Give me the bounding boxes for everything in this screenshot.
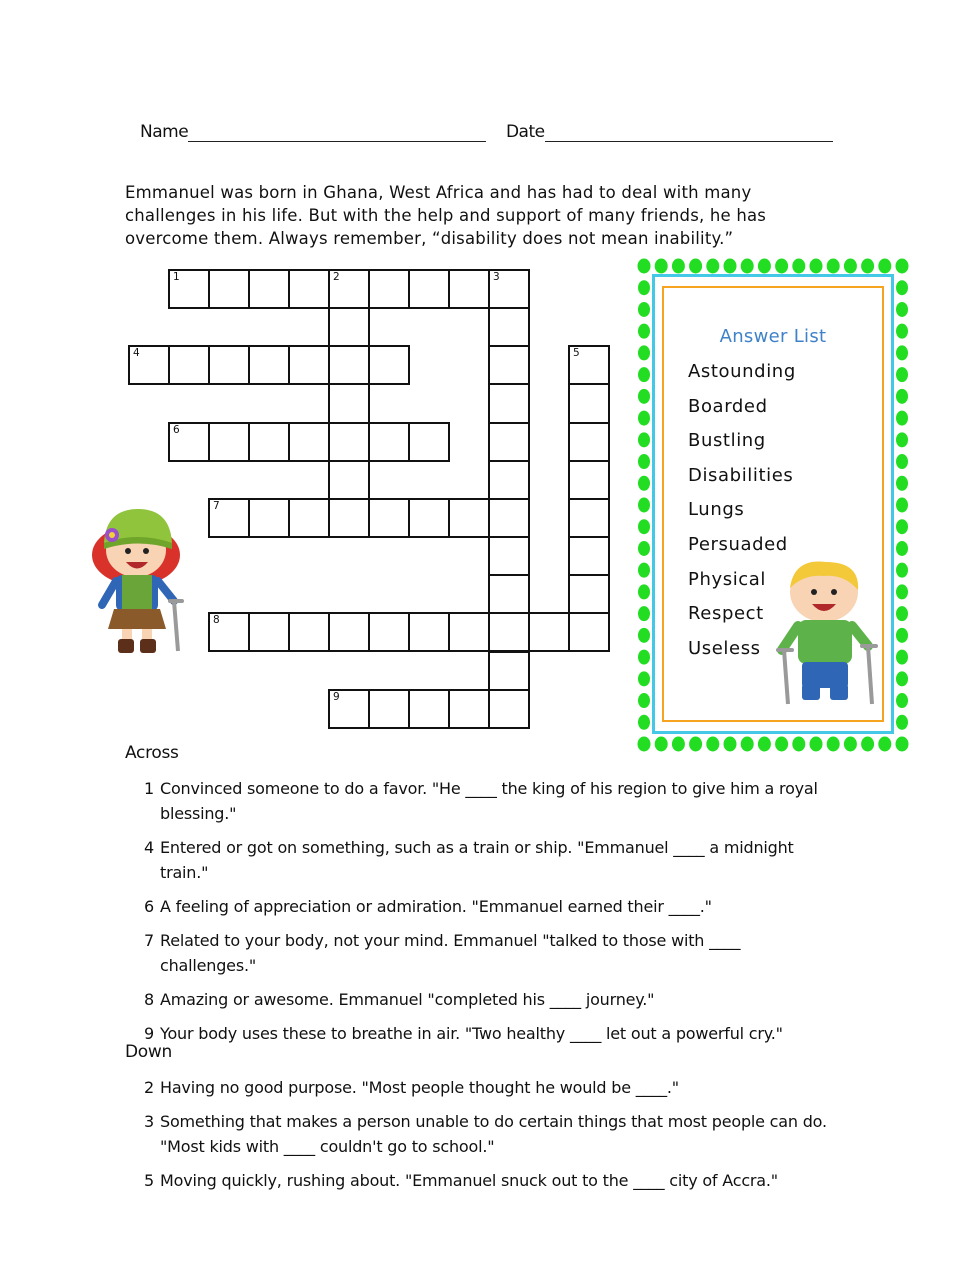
green-dot: [775, 259, 788, 274]
green-dot: [758, 259, 771, 274]
green-dot: [896, 411, 908, 426]
clue-number: 3: [144, 1112, 154, 1131]
crossword-cell[interactable]: [328, 689, 370, 729]
clue-text: Related to your body, not your mind. Emmanuel "talked to those with ____ challenges.": [160, 931, 741, 975]
crossword-cell[interactable]: [368, 422, 410, 462]
crossword-cell[interactable]: [488, 345, 530, 385]
crossword-cell[interactable]: [488, 536, 530, 576]
boy-illustration: [774, 558, 884, 708]
green-dot: [792, 259, 805, 274]
across-clue: [140, 1021, 840, 1046]
crossword-cell[interactable]: [168, 422, 210, 462]
clue-number: 1: [144, 779, 154, 798]
crossword-cell[interactable]: [168, 269, 210, 309]
green-dot: [638, 389, 650, 404]
crossword-cell[interactable]: [208, 498, 250, 538]
green-dot: [896, 389, 908, 404]
clue-number: 3: [493, 271, 500, 283]
crossword-cell[interactable]: [568, 383, 610, 423]
date-blank[interactable]: [545, 123, 833, 142]
crossword-cell[interactable]: [328, 269, 370, 309]
clue-text: A feeling of appreciation or admiration. "Emmanuel earned their ____.": [160, 897, 712, 916]
crossword-cell[interactable]: [368, 269, 410, 309]
name-label: Name: [140, 122, 189, 142]
green-dot: [896, 628, 908, 643]
crossword-cell[interactable]: [288, 345, 330, 385]
green-dot: [724, 737, 737, 752]
green-dot: [896, 432, 908, 447]
clue-text: Moving quickly, rushing about. "Emmanuel snuck out to the ____ city of Accra.": [160, 1171, 778, 1190]
green-dot: [638, 693, 650, 708]
green-dot: [861, 259, 874, 274]
answer-word: Physical: [688, 568, 767, 590]
clue-number: 8: [144, 990, 154, 1009]
crossword-cell[interactable]: [408, 498, 450, 538]
green-dot: [638, 606, 650, 621]
crossword-cell[interactable]: [328, 460, 370, 500]
green-dot: [792, 737, 805, 752]
clue-number: 4: [144, 838, 154, 857]
crossword-cell[interactable]: [208, 612, 250, 652]
green-dot: [878, 737, 891, 752]
green-dot: [638, 671, 650, 686]
green-dot: [896, 671, 908, 686]
green-dot: [689, 259, 702, 274]
green-dot: [655, 737, 668, 752]
green-dot: [638, 737, 651, 752]
green-dot: [896, 498, 908, 513]
green-dot: [758, 737, 771, 752]
green-dot: [638, 628, 650, 643]
green-dot: [896, 737, 909, 752]
green-dot: [638, 715, 650, 730]
clue-text: Having no good purpose. "Most people thought he would be ____.": [160, 1078, 679, 1097]
answer-word: Persuaded: [688, 533, 788, 555]
clue-text: Amazing or awesome. Emmanuel "completed his ____ journey.": [160, 990, 655, 1009]
green-dot: [638, 563, 650, 578]
green-dot: [844, 737, 857, 752]
crossword-cell[interactable]: [248, 612, 290, 652]
green-dot: [672, 259, 685, 274]
green-dot: [896, 715, 908, 730]
crossword-cell[interactable]: [568, 422, 610, 462]
green-dot: [827, 737, 840, 752]
green-dot: [638, 476, 650, 491]
clue-number: 4: [133, 347, 140, 360]
crossword-cell[interactable]: [488, 651, 530, 691]
down-title: Down: [125, 1042, 172, 1062]
green-dot: [844, 259, 857, 274]
green-dot: [896, 563, 908, 578]
crossword-cell[interactable]: [568, 612, 610, 652]
crossword-cell[interactable]: [488, 269, 530, 309]
green-dot: [810, 259, 823, 274]
girl-illustration: [84, 505, 192, 657]
clue-text: Something that makes a person unable to do certain things that most people can do. "Most kids with ____ couldn't go to school.": [160, 1112, 827, 1156]
crossword-cell[interactable]: [528, 612, 570, 652]
green-dot: [827, 259, 840, 274]
crossword-cell[interactable]: [208, 345, 250, 385]
answer-word: Disabilities: [688, 464, 794, 486]
green-dot: [861, 737, 874, 752]
crossword-cell[interactable]: [408, 689, 450, 729]
clue-number: 2: [333, 271, 340, 283]
green-dot: [638, 367, 650, 382]
green-dot: [638, 302, 650, 317]
answer-word: Respect: [688, 603, 764, 625]
green-dot: [896, 519, 908, 534]
green-dot: [896, 454, 908, 469]
green-dot: [655, 259, 668, 274]
down-clue: [140, 1075, 840, 1100]
crossword-cell[interactable]: [448, 612, 490, 652]
clue-number: 7: [213, 499, 220, 512]
green-dot: [638, 259, 651, 274]
down-clue: [140, 1168, 840, 1193]
crossword-cell[interactable]: [448, 498, 490, 538]
green-dot: [638, 584, 650, 599]
crossword-cell[interactable]: [168, 345, 210, 385]
green-dot: [878, 259, 891, 274]
crossword-cell[interactable]: [248, 422, 290, 462]
crossword-cell[interactable]: [368, 498, 410, 538]
green-dot: [896, 606, 908, 621]
green-dot: [896, 345, 908, 360]
clue-number: 5: [144, 1171, 154, 1190]
crossword-cell[interactable]: [328, 383, 370, 423]
green-dot: [638, 519, 650, 534]
crossword-cell[interactable]: [568, 460, 610, 500]
name-blank[interactable]: [188, 123, 486, 142]
green-dot: [741, 737, 754, 752]
down-clue: [140, 1109, 840, 1159]
clue-number: 6: [173, 423, 180, 436]
green-dot: [896, 367, 908, 382]
crossword-cell[interactable]: [328, 612, 370, 652]
across-clue: [140, 776, 840, 826]
crossword-cell[interactable]: [248, 269, 290, 309]
crossword-cell[interactable]: [488, 460, 530, 500]
green-dot: [896, 476, 908, 491]
crossword-cell[interactable]: [448, 689, 490, 729]
clue-number: 7: [144, 931, 154, 950]
crossword-cell[interactable]: [288, 498, 330, 538]
answer-list-title: Answer List: [719, 326, 827, 347]
green-dot: [638, 432, 650, 447]
green-dot: [896, 541, 908, 556]
green-dot: [896, 693, 908, 708]
intro-paragraph: Emmanuel was born in Ghana, West Africa and has had to deal with many challenges in his life. But with the help and support of many friends, he has overcome them. Always remember, “disability does not mean inability.”: [125, 183, 767, 248]
clue-number: 8: [213, 614, 220, 627]
answer-word: Bustling: [688, 430, 766, 452]
crossword-cell[interactable]: [128, 345, 170, 385]
crossword-cell[interactable]: [368, 689, 410, 729]
green-dot: [775, 737, 788, 752]
answer-word: Useless: [688, 637, 761, 659]
clue-number: 9: [333, 690, 340, 703]
crossword-cell[interactable]: [568, 574, 610, 614]
crossword-cell[interactable]: [568, 345, 610, 385]
date-label: Date: [505, 122, 545, 142]
crossword-cell[interactable]: [488, 612, 530, 652]
across-clue: [140, 987, 840, 1012]
clue-number: 1: [173, 271, 180, 283]
answer-list-box: [636, 258, 910, 752]
crossword-cell[interactable]: [248, 345, 290, 385]
crossword-cell[interactable]: [288, 612, 330, 652]
green-dot: [741, 259, 754, 274]
green-dot: [638, 280, 650, 295]
green-dot: [638, 650, 650, 665]
crossword-cell[interactable]: [208, 422, 250, 462]
across-clue: [140, 928, 840, 978]
green-dot: [638, 454, 650, 469]
crossword-cell[interactable]: [488, 574, 530, 614]
across-title: Across: [125, 743, 179, 763]
answer-word: Lungs: [688, 499, 745, 521]
name-date-header: [140, 122, 833, 142]
green-dot: [638, 541, 650, 556]
crossword-cell[interactable]: [568, 498, 610, 538]
crossword-cell[interactable]: [408, 422, 450, 462]
crossword-cell[interactable]: [488, 422, 530, 462]
crossword-cell[interactable]: [448, 269, 490, 309]
green-dot: [896, 280, 908, 295]
green-dot: [896, 584, 908, 599]
clue-number: 5: [573, 347, 580, 360]
crossword-cell[interactable]: [488, 689, 530, 729]
clue-text: Your body uses these to breathe in air. "Two healthy ____ let out a powerful cry.": [160, 1024, 783, 1043]
crossword-cell[interactable]: [568, 536, 610, 576]
clue-number: 2: [144, 1078, 154, 1097]
green-dot: [638, 345, 650, 360]
crossword-cell[interactable]: [408, 269, 450, 309]
answer-word: Astounding: [688, 361, 796, 382]
crossword-cell[interactable]: [288, 422, 330, 462]
clue-text: Entered or got on something, such as a train or ship. "Emmanuel ____ a midnight train.": [160, 838, 794, 882]
across-clue: [140, 835, 840, 885]
crossword-cell[interactable]: [208, 269, 250, 309]
crossword-cell[interactable]: [248, 498, 290, 538]
green-dot: [896, 259, 909, 274]
clue-text: Convinced someone to do a favor. "He ____ the king of his region to give him a royal blessing.": [160, 779, 818, 823]
green-dot: [638, 411, 650, 426]
green-dot: [689, 737, 702, 752]
green-dot: [672, 737, 685, 752]
answer-word: Boarded: [688, 395, 768, 417]
green-dot: [896, 650, 908, 665]
green-dot: [810, 737, 823, 752]
crossword-cell[interactable]: [328, 422, 370, 462]
crossword-cell[interactable]: [368, 345, 410, 385]
green-dot: [638, 498, 650, 513]
crossword-cell[interactable]: [328, 345, 370, 385]
green-dot: [706, 737, 719, 752]
green-dot: [896, 302, 908, 317]
crossword-cell[interactable]: [488, 498, 530, 538]
clue-number: 9: [144, 1024, 154, 1043]
crossword-cell[interactable]: [488, 307, 530, 347]
crossword-cell[interactable]: [288, 269, 330, 309]
crossword-cell[interactable]: [328, 498, 370, 538]
crossword-cell[interactable]: [328, 307, 370, 347]
crossword-cell[interactable]: [368, 612, 410, 652]
crossword-cell[interactable]: [408, 612, 450, 652]
across-clue: [140, 894, 840, 919]
green-dot: [706, 259, 719, 274]
clue-number: 6: [144, 897, 154, 916]
green-dot: [724, 259, 737, 274]
crossword-cell[interactable]: [488, 383, 530, 423]
